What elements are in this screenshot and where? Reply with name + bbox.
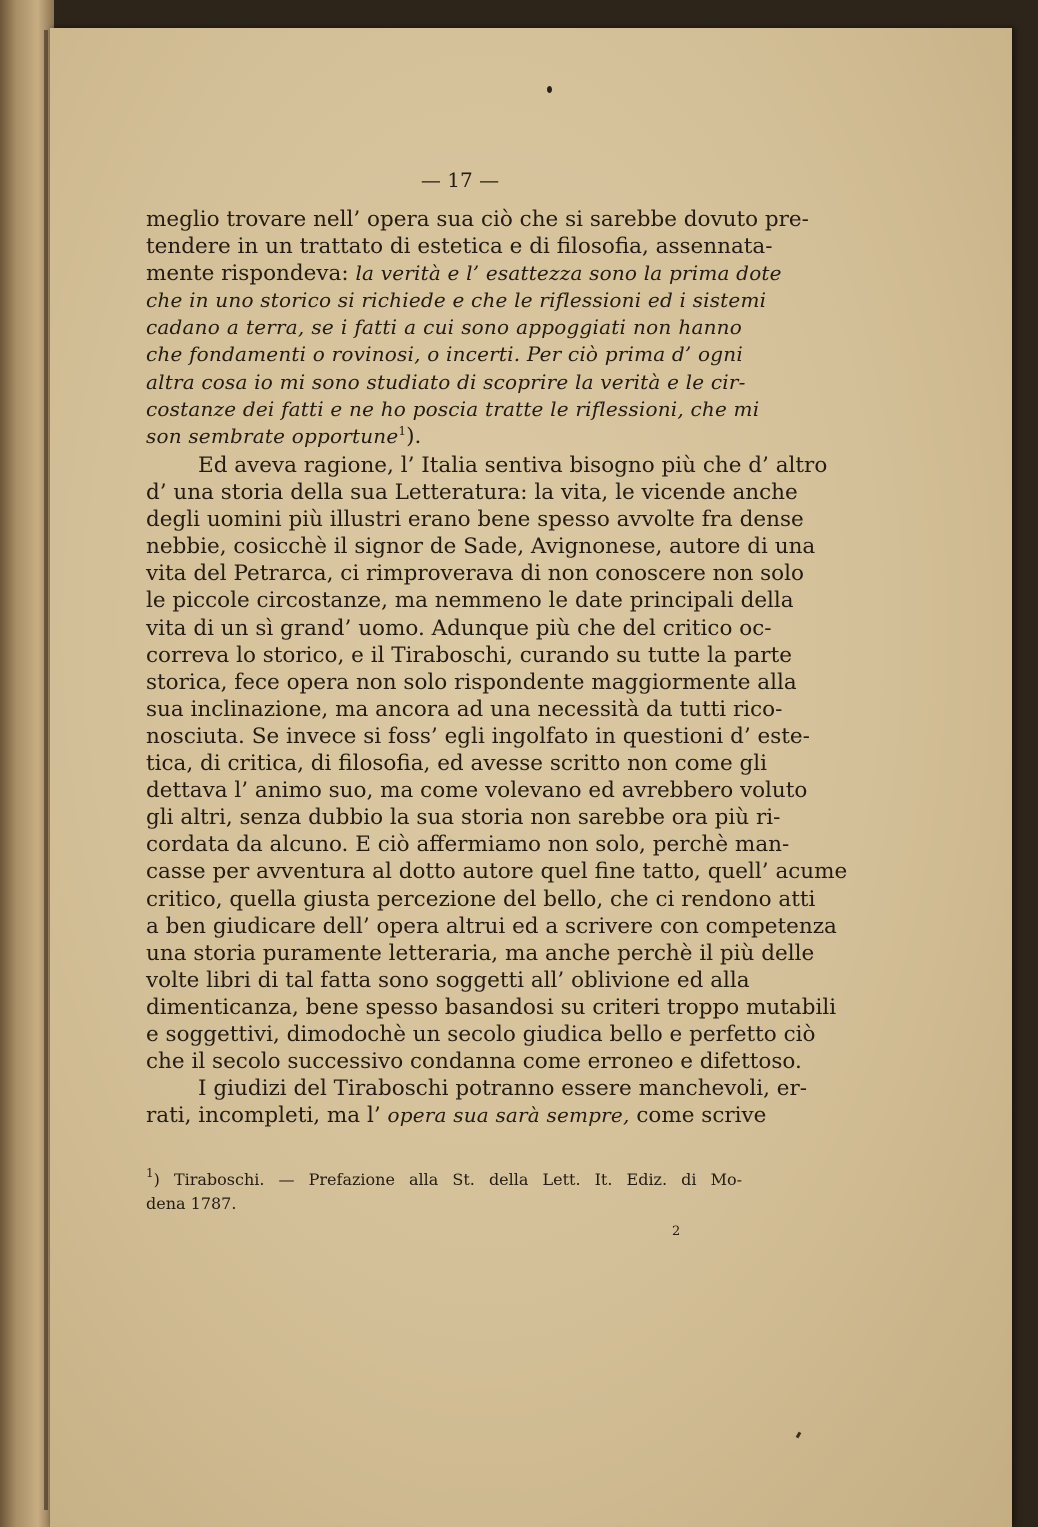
footnote-line: dena 1787. (146, 1194, 237, 1213)
footnote-reference: 1 (398, 423, 407, 438)
text-line: Ed aveva ragione, l’ Italia sentiva bisogno più che d’ altro (198, 453, 828, 478)
text-line: una storia puramente letteraria, ma anche perchè il più delle (146, 940, 815, 966)
italic-quote-line: che in uno storico si richiede e che le riflessioni ed i sistemi (146, 288, 767, 313)
text-line: volte libri di tal fatta sono soggetti all’ oblivione ed alla (146, 967, 750, 993)
italic-quote-span: son sembrate opportune (146, 423, 399, 448)
text-span: rati, incompleti, ma l’ (146, 1103, 388, 1129)
text-line: I giudizi del Tiraboschi potranno essere manchevoli, er- (198, 1076, 808, 1101)
text-span: come scrive (629, 1103, 767, 1129)
text-line: le piccole circostanze, ma nemmeno le date principali della (146, 588, 794, 614)
text-line: nebbie, cosicchè il signor de Sade, Avignonese, autore di una (146, 534, 816, 560)
text-line: vita di un sì grand’ uomo. Adunque più che del critico oc- (146, 615, 772, 641)
text-span: ). (406, 423, 422, 449)
text-line: a ben giudicare dell’ opera altrui ed a scrivere con competenza (146, 913, 837, 939)
text-line: nosciuta. Se invece si foss’ egli ingolfato in questioni d’ este- (146, 723, 810, 749)
italic-quote-span: opera sua sarà sempre, (387, 1103, 630, 1128)
text-line: tica, di critica, di filosofia, ed avesse scritto non come gli (146, 751, 768, 777)
text-line (146, 1102, 767, 1129)
text-span: mente rispondeva: (146, 261, 356, 287)
gutter-fold-line (44, 30, 48, 1510)
text-line: cordata da alcuno. E ciò affermiamo non solo, perchè man- (146, 832, 790, 858)
italic-quote-span: la verità e l’ esattezza sono la prima dote (355, 261, 782, 286)
footnote-text: ) Tiraboschi. — Prefazione alla St. della Lett. It. Ediz. di Mo- (153, 1170, 742, 1189)
text-line (146, 260, 782, 287)
text-line: sua inclinazione, ma ancora ad una necessità da tutti rico- (146, 696, 783, 722)
footnote-line (146, 1168, 742, 1192)
ink-speck (547, 86, 552, 93)
footnote (146, 1168, 742, 1216)
text-line: dettava l’ animo suo, ma come volevano ed avrebbero voluto (146, 778, 808, 804)
italic-quote-line: costanze dei fatti e ne ho poscia tratte le riflessioni, che mi (146, 396, 760, 421)
text-line: critico, quella giusta percezione del bello, che ci rendono atti (146, 886, 816, 912)
text-line: che il secolo successivo condanna come erroneo e difettoso. (146, 1049, 802, 1075)
italic-quote-line: cadano a terra, se i fatti a cui sono appoggiati non hanno (146, 315, 742, 340)
page-number: — 17 — (420, 168, 500, 192)
text-line (146, 423, 742, 450)
text-line: storica, fece opera non solo rispondente maggiormente alla (146, 669, 797, 695)
footnote-marker: 1 (146, 1166, 154, 1180)
text-line: meglio trovare nell’ opera sua ciò che si sarebbe dovuto pre- (146, 207, 809, 232)
text-line: gli altri, senza dubbio la sua storia non sarebbe ora più ri- (146, 805, 781, 831)
italic-quote-line: altra cosa io mi sono studiato di scoprire la verità e le cir- (146, 369, 746, 394)
text-line: casse per avventura al dotto autore quel fine tatto, quell’ acume (146, 859, 848, 885)
paragraph-body (146, 452, 848, 1075)
signature-mark: 2 (672, 1224, 681, 1239)
text-line: e soggettivi, dimodochè un secolo giudica bello e perfetto ciò (146, 1021, 816, 1047)
paragraph-body (146, 1075, 808, 1129)
italic-quote-line: che fondamenti o rovinosi, o incerti. Per ciò prima d’ ogni (146, 342, 743, 367)
text-line: dimenticanza, bene spesso basandosi su criteri troppo mutabili (146, 994, 837, 1020)
paragraph-quotation (146, 206, 809, 450)
text-line: vita del Petrarca, ci rimproverava di non conoscere non solo (146, 561, 804, 587)
text-line: correva lo storico, e il Tiraboschi, curando su tutte la parte (146, 642, 792, 668)
text-line: d’ una storia della sua Letteratura: la vita, le vicende anche (146, 480, 798, 506)
text-line: degli uomini più illustri erano bene spesso avvolte fra dense (146, 507, 804, 533)
text-line: tendere in un trattato di estetica e di filosofia, assennata- (146, 234, 773, 260)
